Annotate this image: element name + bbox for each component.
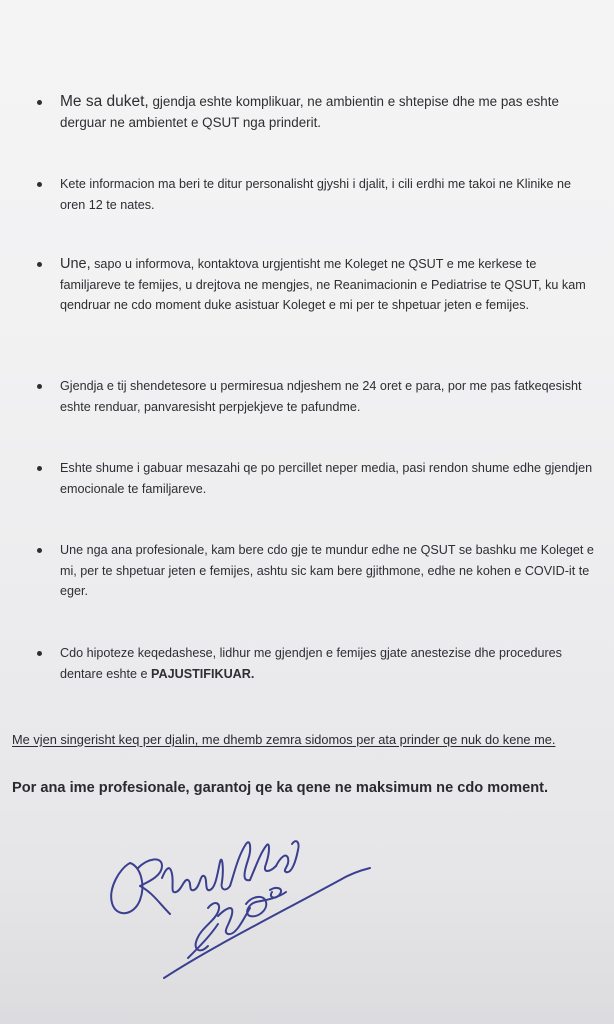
list-item <box>34 254 599 316</box>
bullet-text: Gjendja e tij shendetesore u permiresua ndjeshem ne 24 oret e para, por me pas fatkeqesisht eshte renduar, panvaresisht perpjekjeve te pafundme. <box>60 379 582 414</box>
bullet-text: Cdo hipoteze keqedashese, lidhur me gjendjen e femijes gjate anestezise dhe procedures dentare eshte e <box>60 646 562 681</box>
bullet-lead: Me sa duket, <box>60 93 149 110</box>
bullet-text: gjendja eshte komplikuar, ne ambientin e shtepise dhe me pas eshte derguar ne ambientet e QSUT nga prinderit. <box>60 94 559 130</box>
professional-guarantee: Por ana ime profesionale, garantoj qe ka qene ne maksimum ne cdo moment. <box>12 780 549 796</box>
list-item <box>34 458 599 499</box>
list-item <box>34 376 599 417</box>
bullet-text: sapo u informova, kontaktova urgjentisht me Koleget ne QSUT e me kerkese te familjareve te femijes, u drejtova ne mengjes, ne Reanimacionin e Pediatrise te QSUT, ku kam qendruar ne cdo moment duke asistuar Koleget e mi per te shpetuar jeten e femijes. <box>60 257 586 312</box>
bullet-text: Une nga ana profesionale, kam bere cdo gje te mundur edhe ne QSUT se bashku me Koleget e mi, per te shpetuar jeten e femijes, ashtu sic kam bere gjithmone, edhe ne kohen e COVID-it te eger. <box>60 543 594 598</box>
bullet-lead: Une, <box>60 256 91 272</box>
bullet-text: Eshte shume i gabuar mesazahi qe po percillet neper media, pasi rendon shume edhe gjendjen emocionale te familjareve. <box>60 461 593 496</box>
handwritten-signature <box>100 808 380 988</box>
bullet-emphasis: PAJUSTIFIKUAR. <box>151 666 255 681</box>
list-item <box>34 643 599 684</box>
list-item <box>34 174 599 215</box>
list-item <box>34 92 599 133</box>
list-item <box>34 540 599 602</box>
bullet-text: Kete informacion ma beri te ditur personalisht gjyshi i djalit, i cili erdhi me takoi ne Klinike ne oren 12 te nates. <box>60 177 571 212</box>
closing-statement: Me vjen singerisht keq per djalin, me dhemb zemra sidomos per ata prinder qe nuk do kene me. <box>12 732 556 747</box>
